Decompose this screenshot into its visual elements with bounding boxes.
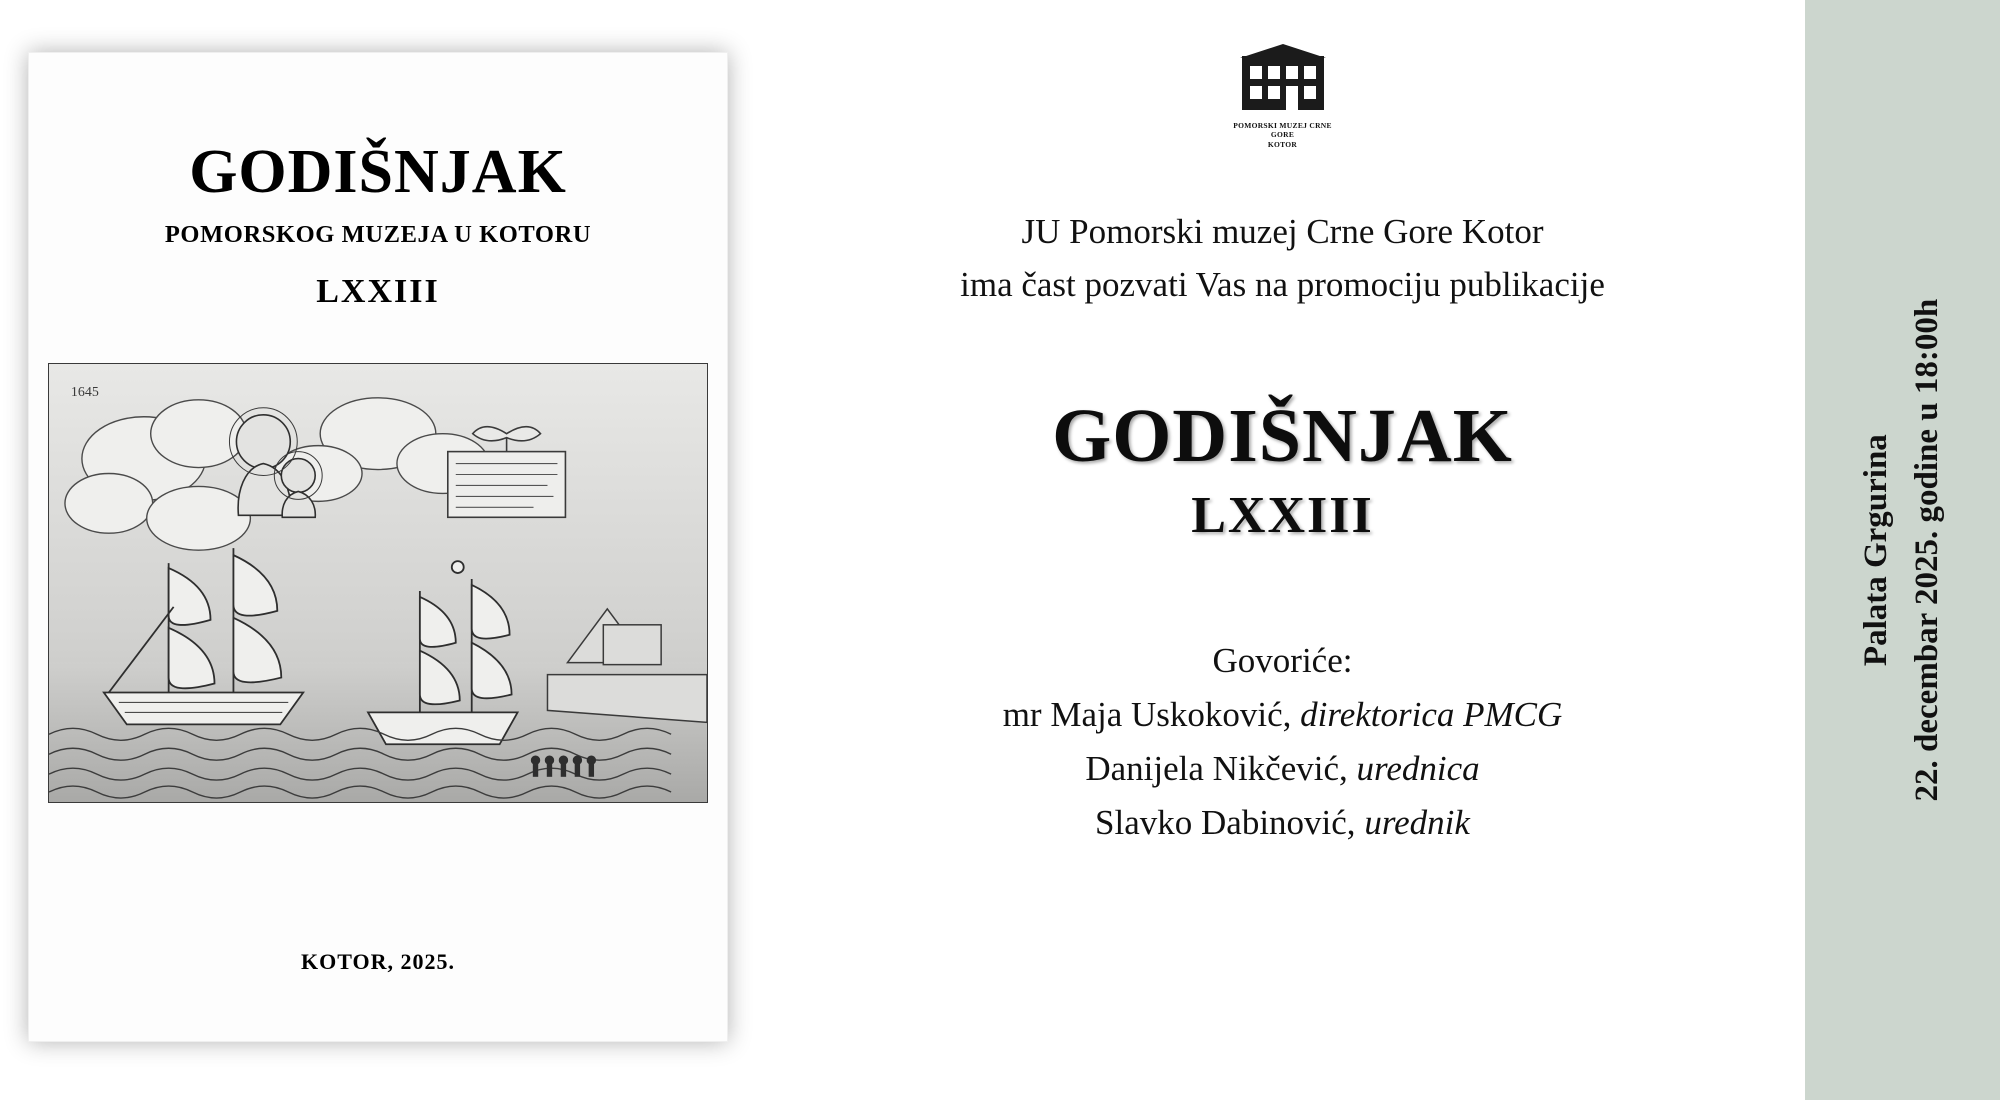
book-cover-pane [0, 0, 760, 1100]
speaker-name: Danijela Nikčević, [1085, 749, 1348, 788]
event-venue: Palata Grgurina [1858, 434, 1895, 666]
speaker-row [1003, 742, 1563, 796]
book-cover [28, 52, 728, 1042]
invitation-line-1: JU Pomorski muzej Crne Gore Kotor [1021, 212, 1544, 252]
cover-title: GODIŠNJAK [189, 138, 567, 206]
svg-text:1645: 1645 [70, 384, 99, 400]
speaker-name: Slavko Dabinović, [1095, 803, 1356, 843]
speakers-block [1003, 634, 1563, 851]
speaker-role: urednik [1364, 803, 1470, 843]
event-details-stack [1851, 299, 1953, 802]
invitation-intro [960, 205, 1605, 311]
speakers-label: Govoriće: [1212, 640, 1353, 680]
speaker-row [1003, 796, 1563, 850]
cover-subtitle: POMORSKOG MUZEJA U KOTORU [164, 221, 592, 248]
publication-title: GODIŠNJAK [1052, 393, 1513, 478]
votive-painting-illustration [49, 364, 707, 802]
speaker-role: direktorica PMCG [1300, 694, 1563, 734]
invitation-text-pane [760, 0, 1805, 1100]
event-details-band [1805, 0, 2000, 1100]
cover-artwork [48, 363, 708, 803]
cover-footer: KOTOR, 2025. [300, 949, 455, 974]
invitation-line-2: ima čast pozvati Vas na promociju publikacije [960, 265, 1605, 305]
museum-building-icon [1224, 40, 1342, 118]
speaker-role: urednica [1356, 749, 1480, 788]
speaker-row [1003, 688, 1563, 742]
museum-logo [1223, 40, 1343, 149]
museum-logo-caption-line2: KOTOR [1267, 139, 1298, 149]
publication-volume: LXXIII [1191, 486, 1374, 544]
speaker-name: mr Maja Uskoković, [1002, 694, 1292, 734]
museum-logo-caption [1223, 121, 1343, 149]
cover-volume: LXXIII [316, 273, 440, 310]
event-datetime: 22. decembar 2025. godine u 18:00h [1909, 298, 1946, 802]
museum-logo-caption-line1: POMORSKI MUZEJ CRNE GORE [1233, 121, 1332, 140]
